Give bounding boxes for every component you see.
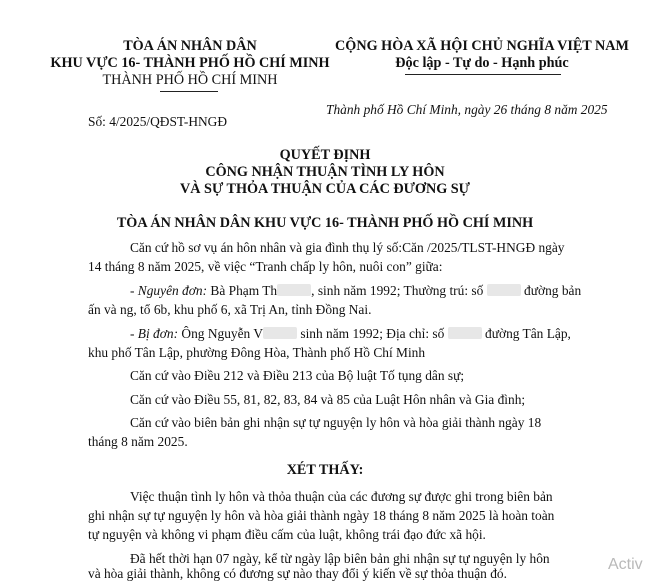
redaction-mark: [448, 327, 482, 339]
plaintiff-line2: ấn và ng, tổ 6b, khu phố 6, xã Trị An, tỉnh Đồng Nai.: [88, 302, 372, 317]
activation-watermark: Activ: [608, 556, 643, 573]
defendant-address-start: đường Tân Lập,: [485, 326, 571, 341]
court-name-line3: THÀNH PHỐ HỒ CHÍ MINH: [102, 72, 278, 88]
redaction-mark: [263, 327, 297, 339]
defendant-line1: [130, 326, 571, 342]
defendant-line2: khu phố Tân Lập, phường Đông Hòa, Thành phố Hồ Chí Minh: [88, 345, 426, 360]
decision-subtitle-line1: CÔNG NHẬN THUẬN TÌNH LY HÔN: [205, 164, 445, 180]
defendant-details: sinh năm 1992; Địa chỉ: số: [300, 326, 445, 341]
considerations-heading: XÉT THẤY:: [286, 462, 364, 478]
nation-name: CỘNG HÒA XÃ HỘI CHỦ NGHĨA VIỆT NAM: [335, 38, 629, 54]
basis-case-file-line2: 14 tháng 8 năm 2025, về việc “Tranh chấp ly hôn, nuôi con” giữa:: [88, 259, 443, 274]
court-name-line2: KHU VỰC 16- THÀNH PHỐ HỒ CHÍ MINH: [50, 55, 330, 71]
consideration-2-line1: Đã hết thời hạn 07 ngày, kể từ ngày lập biên bản ghi nhận sự tự nguyện ly hôn: [130, 551, 550, 566]
issuing-court: TÒA ÁN NHÂN DÂN KHU VỰC 16- THÀNH PHỐ HỒ CHÍ MINH: [116, 215, 534, 231]
basis-record-line2: tháng 8 năm 2025.: [88, 434, 188, 449]
court-underline: [160, 91, 218, 92]
basis-record-line1: Căn cứ vào biên bản ghi nhận sự tự nguyện ly hôn và hòa giải thành ngày 18: [130, 415, 542, 430]
document-number: Số: 4/2025/QĐST-HNGĐ: [88, 114, 228, 129]
consideration-1-line2: ghi nhận sự tự nguyện ly hôn và hòa giải thành ngày 18 tháng 8 năm 2025 là hoàn toàn: [88, 508, 555, 523]
decision-subtitle-line2: VÀ SỰ THỎA THUẬN CỦA CÁC ĐƯƠNG SỰ: [180, 181, 470, 197]
consideration-2-line2: và hòa giải thành, không có đương sự nào thay đổi ý kiến về sự thỏa thuận đó.: [88, 566, 507, 581]
plaintiff-label: - Nguyên đơn:: [130, 283, 208, 298]
decision-title: QUYẾT ĐỊNH: [279, 147, 371, 163]
plaintiff-line1: [130, 283, 581, 299]
defendant-name: Ông Nguyễn V: [181, 326, 264, 341]
consideration-1-line1: Việc thuận tình ly hôn và thỏa thuận của các đương sự được ghi trong biên bản: [130, 489, 553, 504]
basis-case-file-line1: Căn cứ hồ sơ vụ án hôn nhân và gia đình thụ lý số:Căn /2025/TLST-HNGĐ ngày: [130, 240, 565, 255]
motto-underline: [405, 74, 561, 75]
defendant-label: - Bị đơn:: [130, 326, 179, 341]
court-name-line1: TÒA ÁN NHÂN DÂN: [123, 38, 257, 54]
basis-marriage-law: Căn cứ vào Điều 55, 81, 82, 83, 84 và 85 của Luật Hôn nhân và Gia đình;: [130, 392, 526, 407]
plaintiff-address-start: đường bản: [524, 283, 582, 298]
place-and-date: Thành phố Hồ Chí Minh, ngày 26 tháng 8 năm 2025: [326, 102, 608, 117]
plaintiff-details: , sinh năm 1992; Thường trú: số: [311, 283, 484, 298]
redaction-mark: [487, 284, 521, 296]
basis-civil-procedure: Căn cứ vào Điều 212 và Điều 213 của Bộ luật Tố tụng dân sự;: [130, 368, 465, 383]
consideration-1-line3: tự nguyện và không vi phạm điều cấm của luật, không trái đạo đức xã hội.: [88, 527, 486, 542]
plaintiff-name: Bà Phạm Th: [210, 283, 278, 298]
nation-motto: Độc lập - Tự do - Hạnh phúc: [395, 55, 569, 71]
redaction-mark: [277, 284, 311, 296]
